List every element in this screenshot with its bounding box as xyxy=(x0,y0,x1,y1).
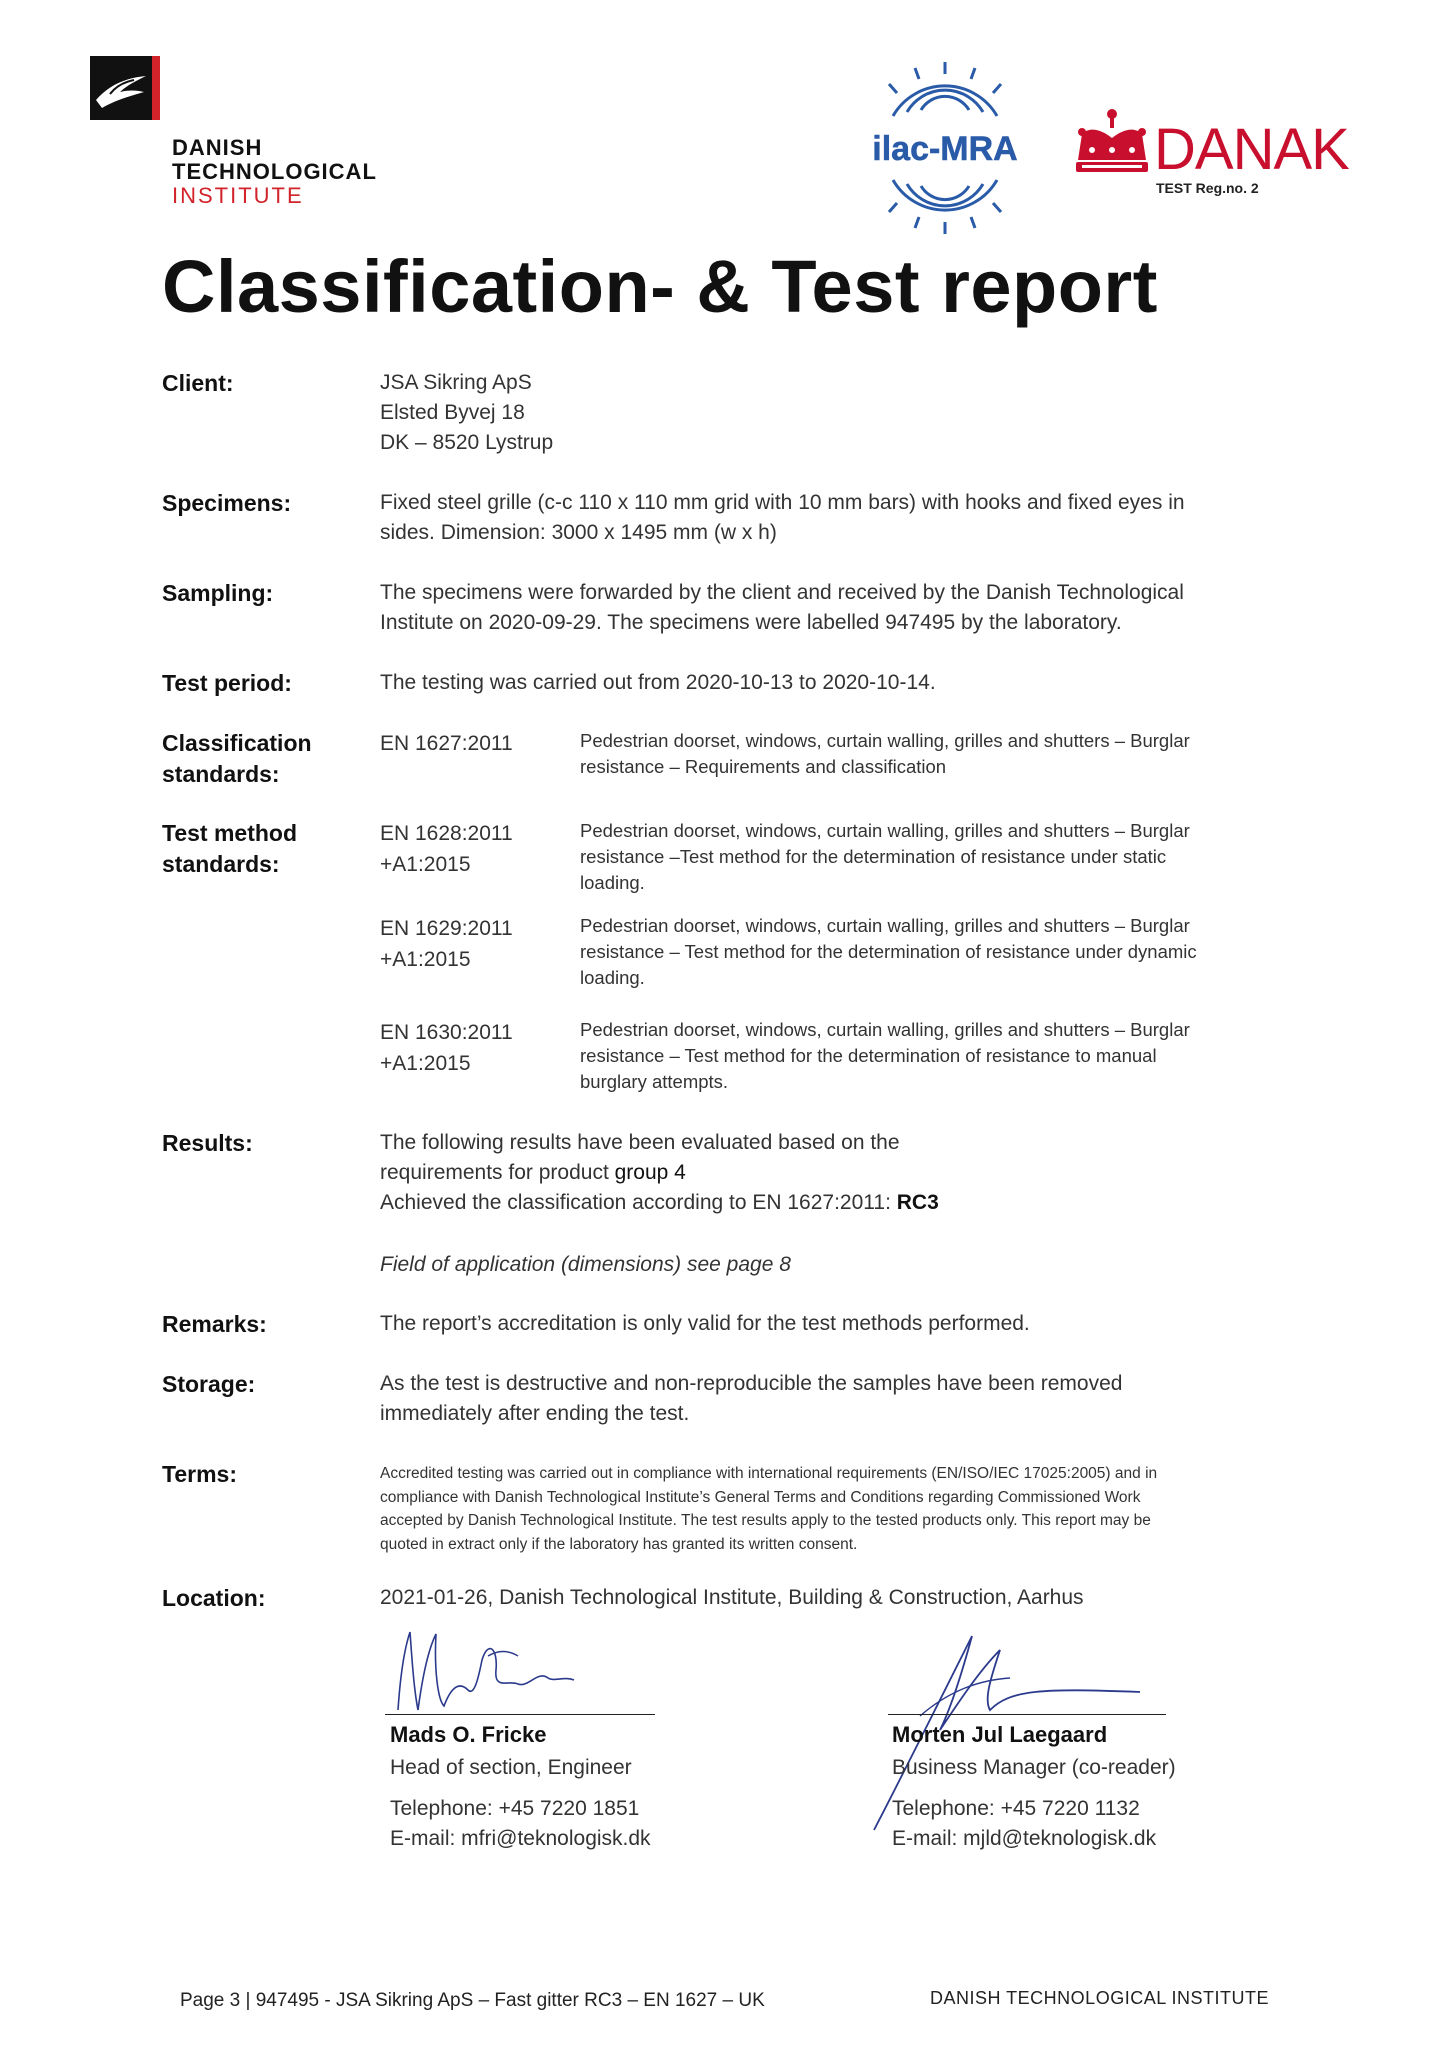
signatory-role: Business Manager (co-reader) xyxy=(892,1756,1176,1779)
test-method-desc xyxy=(580,1017,1260,1095)
danak-wordmark: DANAK xyxy=(1154,117,1349,182)
classification-standards-label xyxy=(162,728,312,790)
logo-red-bar xyxy=(152,56,160,120)
client-name: JSA Sikring ApS xyxy=(380,371,532,394)
test-period-label: Test period: xyxy=(162,670,292,696)
ilac-label: ilac-MRA xyxy=(872,130,1018,168)
sampling-label: Sampling: xyxy=(162,580,274,606)
storage-line-2: immediately after ending the test. xyxy=(380,1402,690,1425)
client-label: Client: xyxy=(162,370,234,396)
test-method-desc-line: Pedestrian doorset, windows, curtain walling, grilles and shutters – Burglar xyxy=(580,915,1190,936)
sampling-line-1: The specimens were forwarded by the client and received by the Danish Technological xyxy=(380,581,1184,604)
classification-standard-desc xyxy=(580,728,1260,780)
test-method-code xyxy=(380,913,560,975)
signature-line xyxy=(888,1714,1166,1715)
test-method-code-line-2: +A1:2015 xyxy=(380,948,471,971)
ilac-mra-seal xyxy=(853,56,1037,240)
test-method-code xyxy=(380,1017,560,1079)
classification-desc-line-1: Pedestrian doorset, windows, curtain walling, grilles and shutters – Burglar xyxy=(580,730,1190,751)
test-method-label-line-2: standards: xyxy=(162,851,280,877)
test-method-standards-label xyxy=(162,818,297,880)
results-line-3 xyxy=(380,1188,1260,1218)
specimens-label: Specimens: xyxy=(162,490,292,516)
results-classification: RC3 xyxy=(896,1191,939,1214)
terms-line-4: quoted in extract only if the laboratory has granted its written consent. xyxy=(380,1535,858,1553)
test-method-label-line-1: Test method xyxy=(162,820,298,846)
results-group-prefix: requirements for product xyxy=(380,1161,615,1184)
dti-logo-mark xyxy=(90,56,160,120)
test-method-desc-line: resistance –Test method for the determination of resistance under static xyxy=(580,846,1167,867)
storage-value xyxy=(380,1369,1260,1429)
test-method-code-line-2: +A1:2015 xyxy=(380,1052,471,1075)
signature-line xyxy=(385,1714,655,1715)
test-method-desc-line: loading. xyxy=(580,967,645,988)
terms-value xyxy=(380,1462,1260,1556)
results-label: Results: xyxy=(162,1130,253,1156)
test-method-desc-line: loading. xyxy=(580,872,645,893)
results-line-2 xyxy=(380,1158,1260,1188)
signatory-email: E-mail: mfri@teknologisk.dk xyxy=(390,1827,651,1850)
client-city: DK – 8520 Lystrup xyxy=(380,431,554,454)
footer-institute: DANISH TECHNOLOGICAL INSTITUTE xyxy=(930,1988,1270,2008)
test-period-value: The testing was carried out from 2020-10-13 to 2020-10-14. xyxy=(380,671,936,694)
storage-line-1: As the test is destructive and non-reproducible the samples have been removed xyxy=(380,1372,1123,1395)
results-line-1: The following results have been evaluated based on the xyxy=(380,1131,900,1154)
test-method-code-line-1: EN 1630:2011 xyxy=(380,1021,513,1044)
specimens-line-2: sides. Dimension: 3000 x 1495 mm (w x h) xyxy=(380,521,777,544)
danak-crown xyxy=(1072,108,1152,183)
signatory-name: Mads O. Fricke xyxy=(390,1722,547,1747)
danak-registration: TEST Reg.no. 2 xyxy=(1156,180,1259,196)
test-method-desc-line: Pedestrian doorset, windows, curtain walling, grilles and shutters – Burglar xyxy=(580,820,1190,841)
specimens-line-1: Fixed steel grille (c-c 110 x 110 mm grid with 10 mm bars) with hooks and fixed eyes in xyxy=(380,491,1185,514)
remarks-label: Remarks: xyxy=(162,1311,267,1337)
test-method-desc-line: resistance – Test method for the determination of resistance to manual xyxy=(580,1045,1157,1066)
test-method-code-line-1: EN 1628:2011 xyxy=(380,822,513,845)
sampling-value xyxy=(380,578,1260,638)
signatory-phone: Telephone: +45 7220 1132 xyxy=(892,1797,1140,1820)
bird-icon xyxy=(90,56,152,120)
terms-line-2: compliance with Danish Technological Institute’s General Terms and Conditions regarding Commissioned Work xyxy=(380,1488,1141,1506)
classification-standard-code: EN 1627:2011 xyxy=(380,732,513,755)
remarks-value: The report’s accreditation is only valid for the test methods performed. xyxy=(380,1312,1030,1335)
classification-desc-line-2: resistance – Requirements and classification xyxy=(580,756,947,777)
classification-label-line-2: standards: xyxy=(162,761,280,787)
signature-fricke xyxy=(378,1620,598,1720)
test-method-desc-line: burglary attempts. xyxy=(580,1071,729,1092)
client-value xyxy=(380,368,1260,458)
footer-page-info: Page 3 | 947495 - JSA Sikring ApS – Fast gitter RC3 – EN 1627 – UK xyxy=(180,1990,765,2011)
location-label: Location: xyxy=(162,1585,266,1611)
sampling-line-2: Institute on 2020-09-29. The specimens were labelled 947495 by the laboratory. xyxy=(380,611,1122,634)
terms-label: Terms: xyxy=(162,1461,237,1487)
terms-line-1: Accredited testing was carried out in compliance with international requirements (EN/ISO/IEC 17025:2005) and in xyxy=(380,1465,1158,1482)
dti-wordmark xyxy=(172,136,377,208)
crown-icon xyxy=(1072,108,1152,178)
test-method-desc xyxy=(580,913,1260,991)
classification-label-line-1: Classification xyxy=(162,730,312,756)
storage-label: Storage: xyxy=(162,1371,256,1397)
brand-line-1: DANISH xyxy=(172,135,263,160)
results-class-prefix: Achieved the classification according to EN 1627:2011: xyxy=(380,1191,897,1214)
results-product-group: group 4 xyxy=(614,1161,686,1184)
results-field-of-application-note: Field of application (dimensions) see page 8 xyxy=(380,1253,791,1276)
test-method-code-line-2: +A1:2015 xyxy=(380,853,471,876)
client-street: Elsted Byvej 18 xyxy=(380,401,525,424)
test-method-desc-line: Pedestrian doorset, windows, curtain walling, grilles and shutters – Burglar xyxy=(580,1019,1190,1040)
brand-line-3: INSTITUTE xyxy=(172,183,304,208)
location-value: 2021-01-26, Danish Technological Institute, Building & Construction, Aarhus xyxy=(380,1586,1084,1609)
specimens-value xyxy=(380,488,1260,548)
brand-line-2: TECHNOLOGICAL xyxy=(172,159,377,184)
test-method-desc-line: resistance – Test method for the determination of resistance under dynamic xyxy=(580,941,1197,962)
test-method-desc xyxy=(580,818,1260,896)
signatory-email: E-mail: mjld@teknologisk.dk xyxy=(892,1827,1157,1850)
signatory-phone: Telephone: +45 7220 1851 xyxy=(390,1797,640,1820)
terms-line-3: accepted by Danish Technological Institute. The test results apply to the tested products only. This report may be xyxy=(380,1512,1151,1529)
page-title: Classification- & Test report xyxy=(162,245,1158,328)
ilac-seal-icon xyxy=(853,56,1037,240)
test-method-code-line-1: EN 1629:2011 xyxy=(380,917,513,940)
test-method-code xyxy=(380,818,560,880)
results-value xyxy=(380,1128,1260,1218)
signatory-role: Head of section, Engineer xyxy=(390,1756,632,1779)
signatory-name: Morten Jul Laegaard xyxy=(892,1722,1108,1747)
